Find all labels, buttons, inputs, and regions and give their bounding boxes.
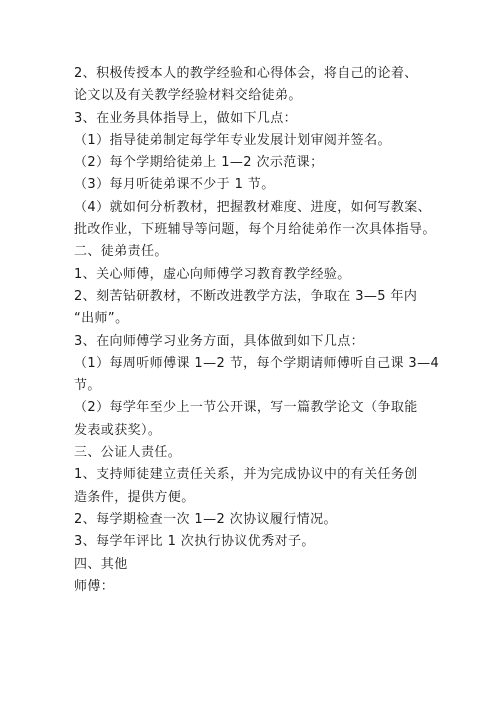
text-line: 3、在业务具体指导上，做如下几点： [74,110,298,126]
text-line: 发表或获奖）。 [74,422,162,438]
signature-label: 师傅： [74,578,115,594]
text-line: 2、刻苦钻研教材，不断改进教学方法，争取在 3—5 年内 [74,288,418,304]
document-body [74,63,440,598]
text-line: 节。 [74,378,101,394]
text-line: （3）每月听徒弟课不少于 1 节。 [74,177,275,193]
text-line: 3、在向师傅学习业务方面，具体做到如下几点： [74,333,365,349]
section-heading: 四、其他 [74,556,128,572]
text-line: 论文以及有关教学经验材料交给徒弟。 [74,88,302,104]
text-line: （2）每学年至少上一节公开课，写一篇教学论文（争取能 [74,400,418,416]
section-heading: 二、徒弟责任。 [74,244,168,260]
text-line: 1、支持师徒建立责任关系，并为完成协议中的有关任务创 [74,467,418,483]
text-line: （2）每个学期给徒弟上 1—2 次示范课； [74,155,324,171]
text-line: 3、每学年评比 1 次执行协议优秀对子。 [74,534,315,550]
text-line: 1、关心师傅，虚心向师傅学习教育教学经验。 [74,266,351,282]
text-line: 造条件，提供方便。 [74,489,195,505]
text-line: 2、积极传授本人的教学经验和心得体会，将自己的论着、 [74,66,418,81]
text-line: （1）指导徒弟制定每学年专业发展计划审阅并签名。 [74,132,391,148]
text-line: “出师”。 [74,311,129,327]
text-line: 批改作业，下班辅导等问题，每个月给徒弟作一次具体指导。 [74,222,436,238]
text-line: （1）每周听师傅课 1—2 节，每个学期请师傅听自己课 3—4 [74,355,440,371]
section-heading: 三、公证人责任。 [74,445,182,461]
text-line: （4）就如何分析教材，把握教材难度、进度，如何写教案、 [74,199,432,215]
text-line: 2、每学期检查一次 1—2 次协议履行情况。 [74,511,337,527]
